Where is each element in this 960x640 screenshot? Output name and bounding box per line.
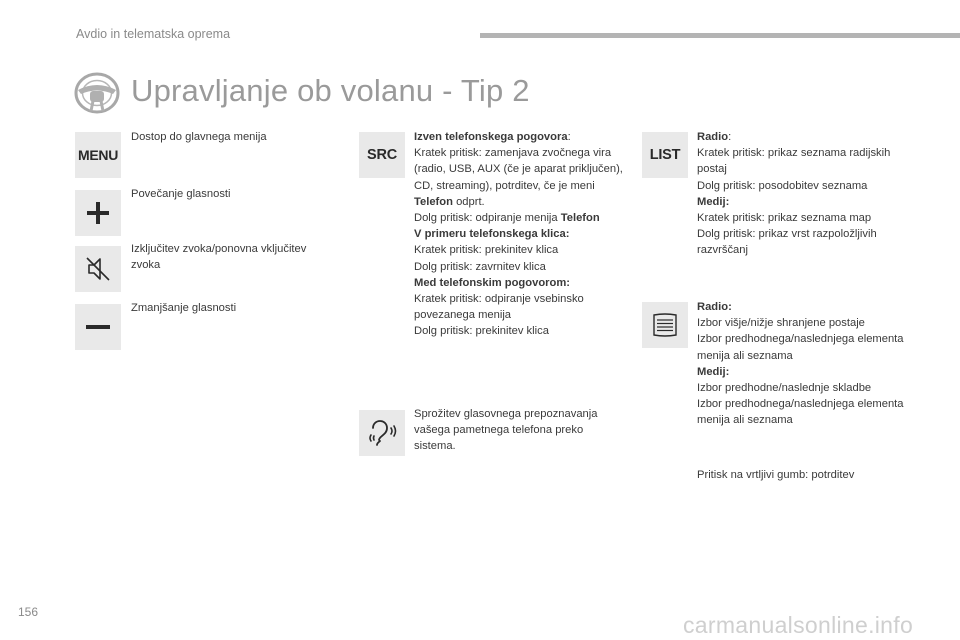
- header-bar: [480, 33, 960, 38]
- list-heading-2: Medij:: [697, 195, 730, 208]
- wheel-heading-1: Radio:: [697, 301, 732, 313]
- wheel-heading-2: Medij:: [697, 365, 730, 378]
- voice-recognition-icon: [359, 410, 405, 456]
- list-line-4: Dolg pritisk: prikaz vrst razpoložljivih razvrščanj: [697, 228, 877, 257]
- voice-description: Sprožitev glasovnega prepoznavanja vašega pametnega telefona preko sistema.: [414, 408, 598, 453]
- src-heading-3: Med telefonskim pogovorom:: [414, 276, 571, 289]
- list-button-icon: [642, 132, 688, 178]
- src-button-icon: [359, 132, 405, 178]
- menu-button-icon: [75, 132, 121, 178]
- src-line-1: Kratek pritisk: zamenjava zvočnega vira (radio, USB, AUX (če je aparat priključen), CD, streaming), potrditev, če je meni: [414, 147, 623, 192]
- mute-description: Izključitev zvoka/ponovna vključitev zvoka: [131, 243, 307, 272]
- steering-wheel-icon: [73, 70, 121, 116]
- page-title: Upravljanje ob volanu - Tip 2: [131, 73, 530, 108]
- plus-icon: [75, 190, 121, 236]
- menu-description: Dostop do glavnega menija: [131, 131, 267, 143]
- src-description: Izven telefonskega pogovora: Kratek pritisk: zamenjava zvočnega vira (radio, USB, AUX (če je aparat priključen), CD, streaming), potrditev, če je meni Telefon odprt. Dolg pritisk: odpiranje menija Telefon V primeru telefonskega klica: Kratek pritisk: prekinitev klica Dolg pritisk: zavrnitev klica Med telefonskim pogovorom: Kratek pritisk: odpiranje vsebinsko povezanega menija Dolg pritisk: prekinitev klica: [414, 131, 623, 338]
- press-description: Pritisk na vrtljivi gumb: potrditev: [697, 469, 855, 481]
- src-line-2: Dolg pritisk: odpiranje menija: [414, 212, 558, 225]
- thumbwheel-icon: [642, 302, 688, 348]
- src-heading-2: V primeru telefonskega klica:: [414, 228, 570, 241]
- wheel-line-2: Izbor predhodnega/naslednjega elementa menija ali seznama: [697, 333, 904, 362]
- wheel-description: [697, 299, 909, 429]
- menu-label: MENU: [77, 147, 119, 163]
- section-header: Avdio in telematska oprema: [76, 27, 231, 41]
- wheel-line-3: Izbor predhodne/naslednje skladbe: [697, 382, 872, 395]
- src-heading-1: Izven telefonskega pogovora: [414, 131, 568, 143]
- watermark: carmanualsonline.info: [683, 612, 914, 638]
- wheel-line-4: Izbor predhodnega/naslednjega elementa menija ali seznama: [697, 398, 904, 427]
- list-line-1: Kratek pritisk: prikaz seznama radijskih postaj: [697, 147, 891, 176]
- volume-up-description: Povečanje glasnosti: [131, 188, 231, 200]
- mute-icon: [75, 246, 121, 292]
- list-line-3: Kratek pritisk: prikaz seznama map: [697, 212, 872, 225]
- volume-down-description: Zmanjšanje glasnosti: [131, 302, 237, 314]
- src-line-6: Dolg pritisk: prekinitev klica: [414, 325, 549, 338]
- src-label: SRC: [366, 147, 397, 163]
- list-line-2: Dolg pritisk: posodobitev seznama: [697, 179, 868, 192]
- wheel-line-1: Izbor višje/nižje shranjene postaje: [697, 317, 865, 330]
- page-number: 156: [18, 605, 39, 619]
- list-description: Radio: Kratek pritisk: prikaz seznama radijskih postaj Dolg pritisk: posodobitev seznama Medij: Kratek pritisk: prikaz seznama map Dolg pritisk: prikaz vrst razpoložljivih razvrščanj: [697, 131, 891, 257]
- src-line-5: Kratek pritisk: odpiranje vsebinsko povezanega menija: [414, 293, 584, 322]
- list-heading-1: Radio: [697, 131, 729, 143]
- src-line-3: Kratek pritisk: prekinitev klica: [414, 244, 559, 257]
- src-line-4: Dolg pritisk: zavrnitev klica: [414, 260, 546, 273]
- minus-icon: [75, 304, 121, 350]
- list-label: LIST: [649, 147, 681, 163]
